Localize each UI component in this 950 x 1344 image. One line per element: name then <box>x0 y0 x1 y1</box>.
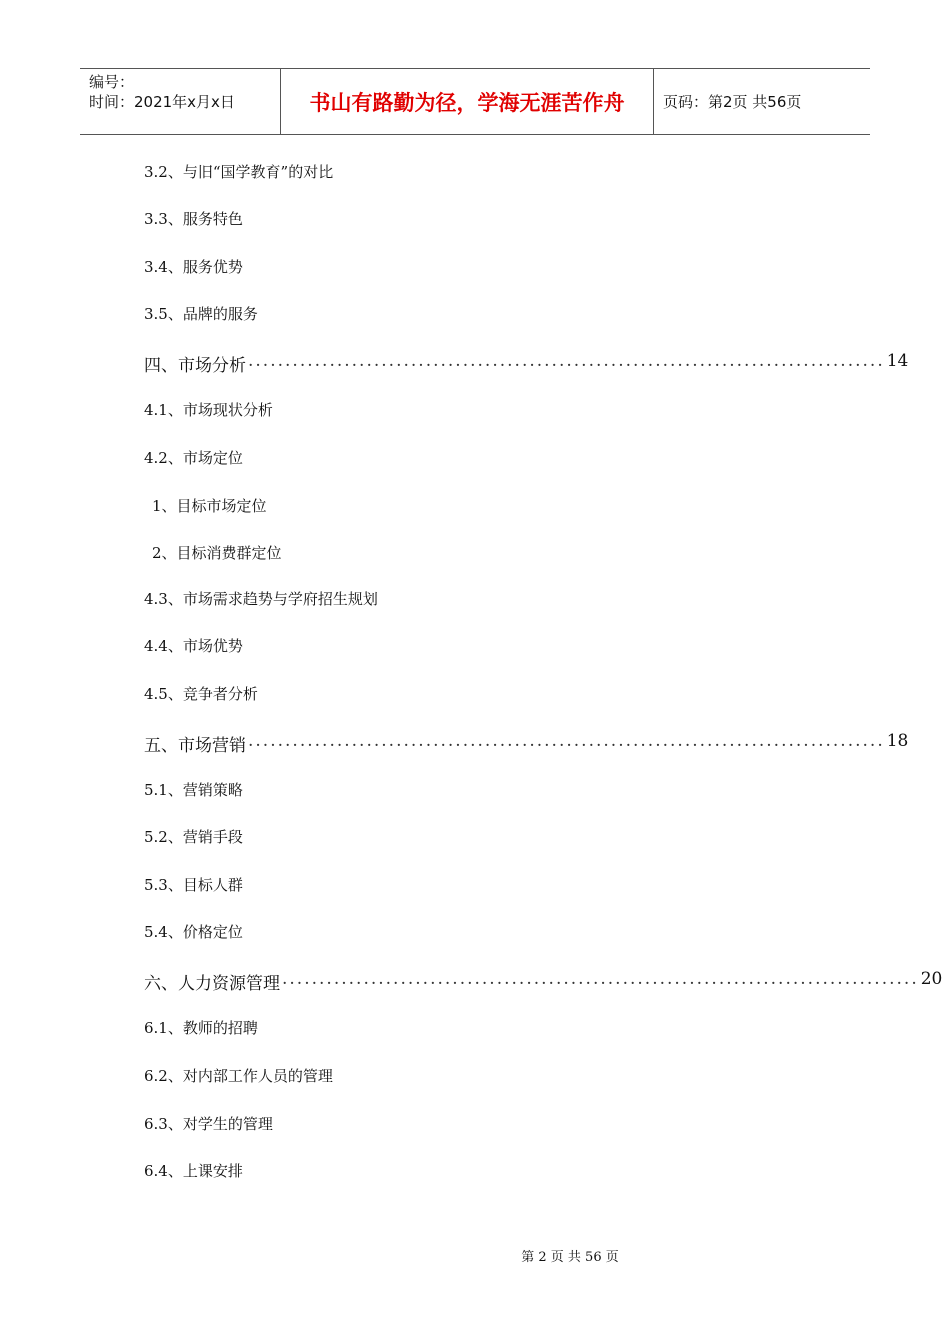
toc-entry-5-2: 5.2、营销手段 <box>144 828 243 846</box>
toc-entry-3-2: 3.2、与旧“国学教育”的对比 <box>144 163 334 181</box>
toc-page-number: 18 <box>886 731 909 751</box>
toc-leader-dots: ...................................................................................... <box>248 351 885 371</box>
toc-entry-4-2: 4.2、市场定位 <box>144 449 243 467</box>
toc-chapter-5 <box>144 731 909 756</box>
toc-leader-dots: ...................................................................................... <box>282 969 919 989</box>
toc-page-number: 14 <box>886 351 909 371</box>
toc-entry-4-3: 4.3、市场需求趋势与学府招生规划 <box>144 590 378 608</box>
page-footer: 第 2 页 共 56 页 <box>521 1250 619 1265</box>
toc-chapter-4 <box>144 351 909 376</box>
toc-subentry-2: 2、目标消费群定位 <box>152 544 282 562</box>
toc-chapter-6 <box>144 969 943 994</box>
header-motto: 书山有路勤为径，学海无涯苦作舟 <box>281 69 654 134</box>
toc-entry-3-3: 3.3、服务特色 <box>144 210 243 228</box>
toc-entry-4-5: 4.5、竞争者分析 <box>144 685 258 703</box>
toc-chapter-title: 六、人力资源管理 <box>144 974 280 994</box>
toc-page-number: 20 <box>920 969 943 989</box>
document-number-label: 编号： <box>89 73 135 91</box>
toc-leader-dots: ...................................................................................... <box>248 731 885 751</box>
toc-entry-3-4: 3.4、服务优势 <box>144 258 243 276</box>
page-header <box>80 68 870 135</box>
toc-chapter-title: 四、市场分析 <box>144 356 246 376</box>
toc-entry-4-1: 4.1、市场现状分析 <box>144 401 273 419</box>
toc-chapter-title: 五、市场营销 <box>144 736 246 756</box>
toc-entry-6-3: 6.3、对学生的管理 <box>144 1115 273 1133</box>
toc-entry-5-4: 5.4、价格定位 <box>144 923 243 941</box>
header-meta <box>80 69 281 134</box>
toc-entry-5-1: 5.1、营销策略 <box>144 781 243 799</box>
toc-entry-6-4: 6.4、上课安排 <box>144 1162 243 1180</box>
toc-entry-6-1: 6.1、教师的招聘 <box>144 1019 258 1037</box>
document-time-label: 时间：2021年x月x日 <box>89 93 235 111</box>
toc-entry-6-2: 6.2、对内部工作人员的管理 <box>144 1067 333 1085</box>
toc-subentry-1: 1、目标市场定位 <box>152 497 267 515</box>
toc-entry-5-3: 5.3、目标人群 <box>144 876 243 894</box>
toc-entry-4-4: 4.4、市场优势 <box>144 637 243 655</box>
toc-entry-3-5: 3.5、品牌的服务 <box>144 305 258 323</box>
header-page-info: 页码：第2页 共56页 <box>663 93 802 111</box>
